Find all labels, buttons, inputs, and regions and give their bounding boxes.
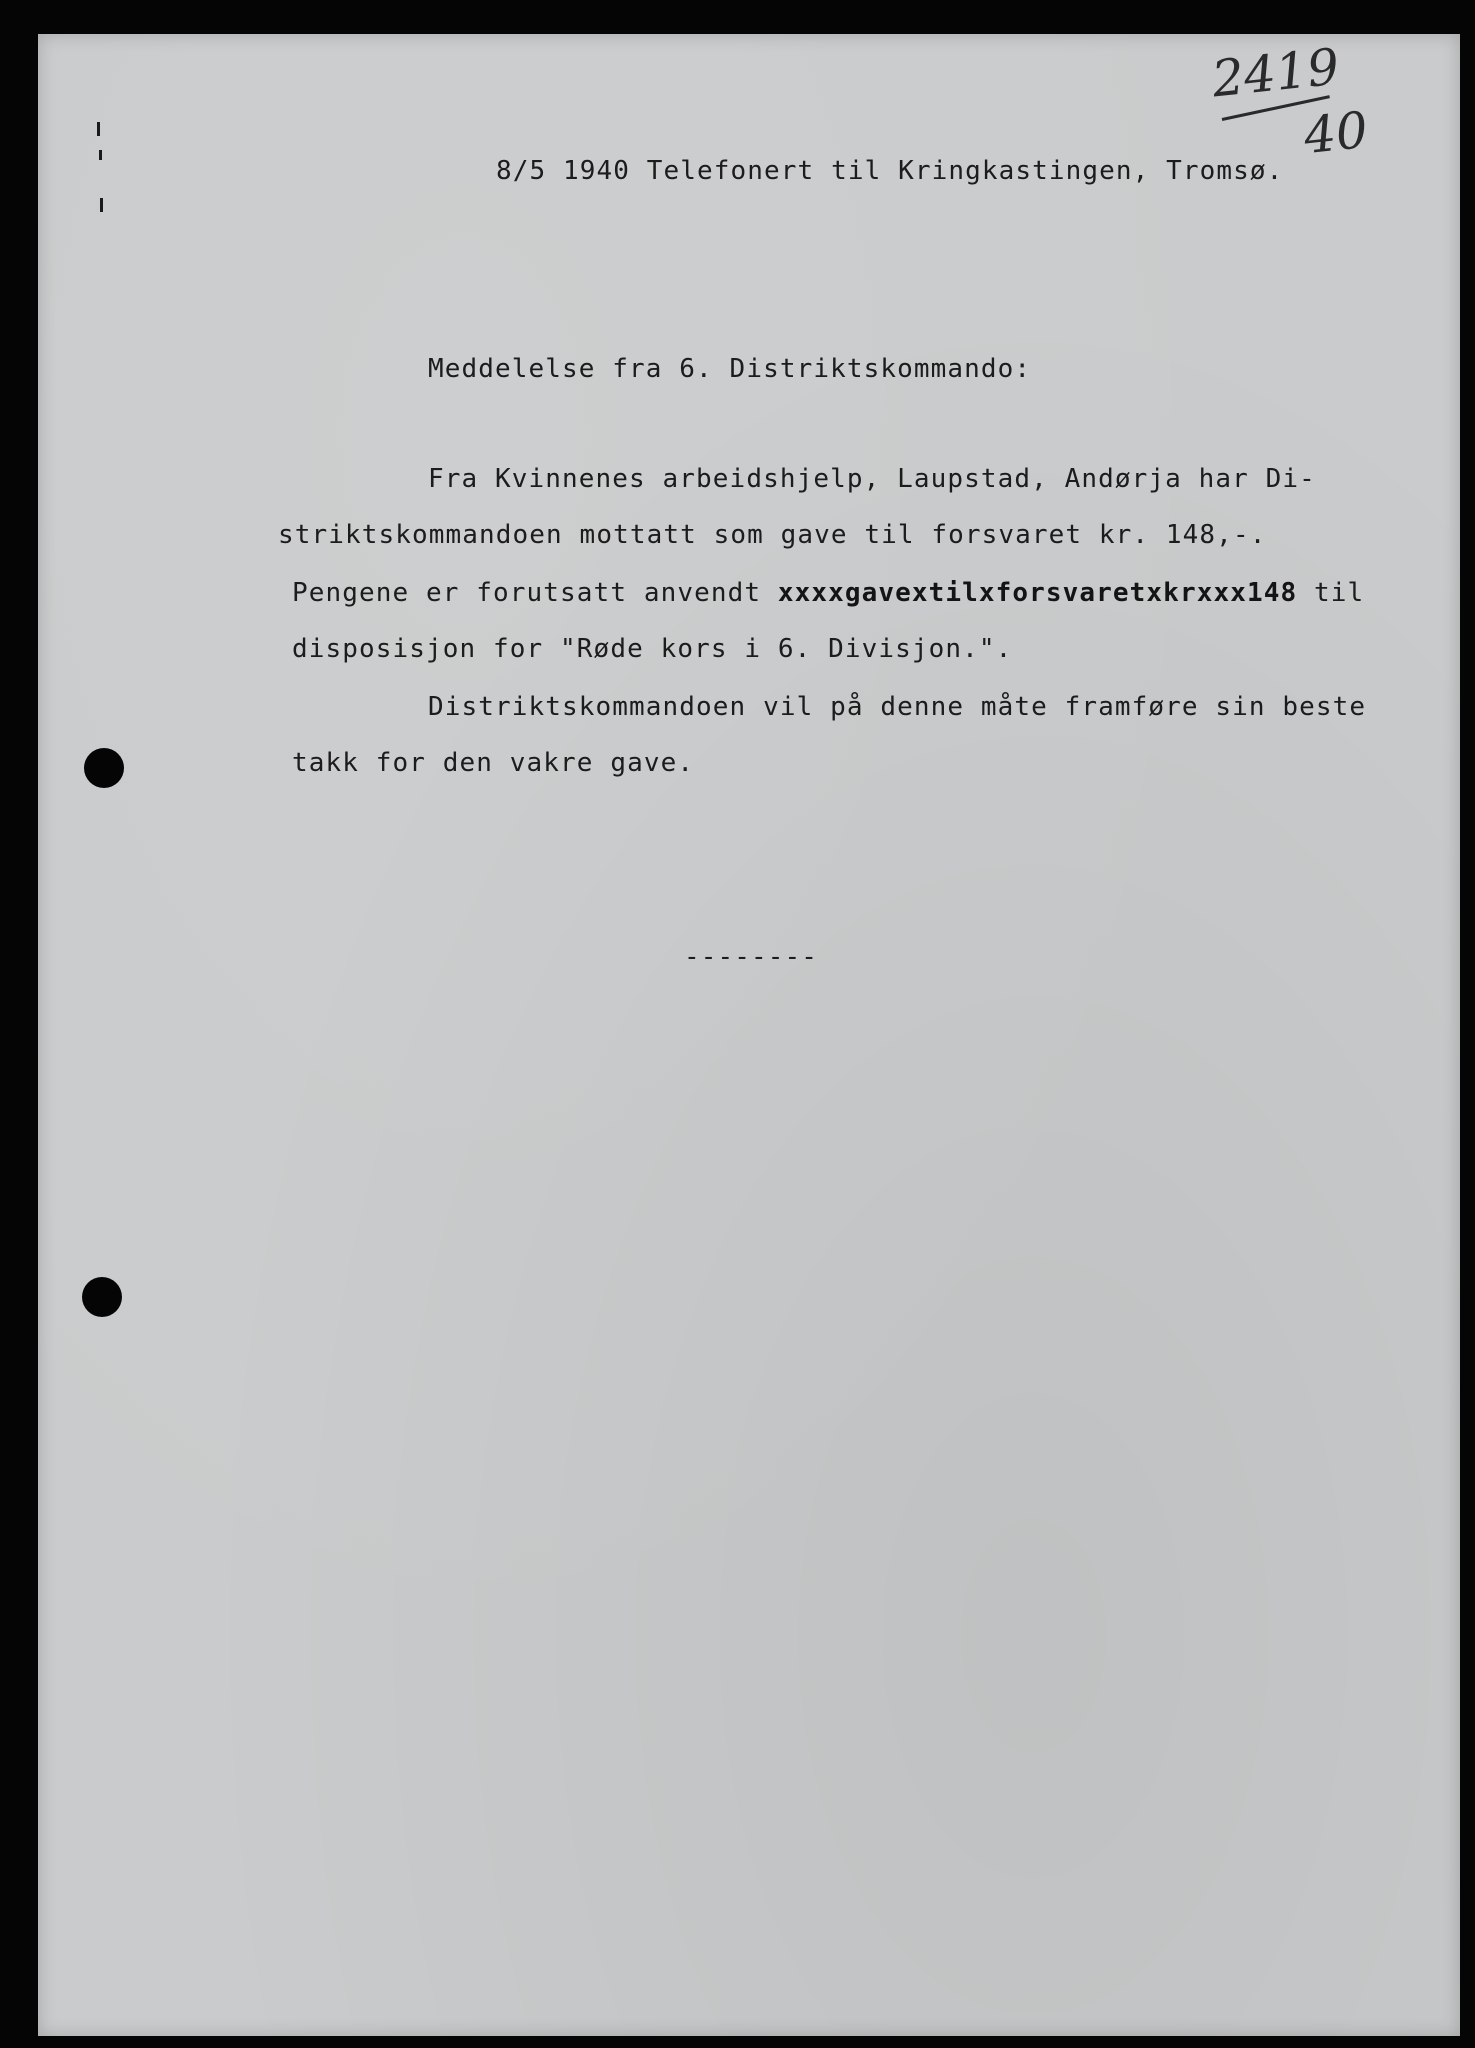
- body-line-3-overstrike: xxxxgavextilxforsvaretxkrxxx148: [777, 578, 1298, 608]
- edge-mark: [100, 198, 103, 212]
- body-line-1: Fra Kvinnenes arbeidshjelp, Laupstad, Andørja har Di-: [428, 464, 1316, 494]
- separator-dashes: --------: [684, 942, 819, 972]
- archive-number-denominator: 40: [1301, 100, 1371, 166]
- body-line-4: disposisjon for "Røde kors i 6. Divisjon.".: [292, 634, 1013, 664]
- body-line-2: striktskommandoen mottatt som gave til forsvaret kr. 148,-.: [278, 520, 1267, 550]
- document-page: [38, 34, 1460, 2036]
- body-line-5: Distriktskommandoen vil på denne måte framføre sin beste: [428, 692, 1367, 722]
- body-line-3: [292, 578, 1364, 608]
- body-line-3-end: til: [1297, 578, 1365, 608]
- edge-mark: [99, 150, 102, 160]
- date-line: 8/5 1940 Telefonert til Kringkastingen, Tromsø.: [496, 156, 1284, 186]
- punch-hole-upper: [84, 748, 124, 788]
- body-line-6: takk for den vakre gave.: [292, 748, 695, 778]
- message-heading: Meddelelse fra 6. Distriktskommando:: [428, 354, 1032, 384]
- archive-number-numerator: 2419: [1209, 37, 1342, 109]
- edge-mark: [97, 122, 100, 136]
- punch-hole-lower: [82, 1277, 122, 1317]
- body-line-3-start: Pengene er forutsatt anvendt: [292, 578, 778, 608]
